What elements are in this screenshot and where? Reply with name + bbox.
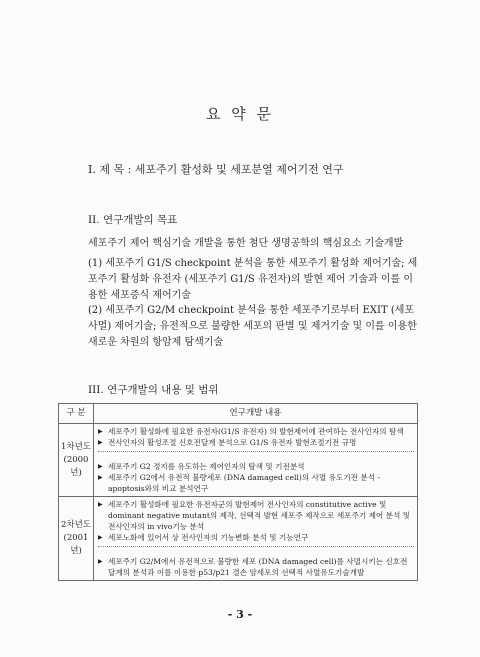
item-text: 세포주기 활성화에 필요한 유전자(G1/S 유전자) 의 발현제어에 관여하는 전사인자의 탐색 — [108, 427, 404, 436]
bullet-icon: ▶ — [98, 463, 103, 470]
page-number: - 3 - — [227, 608, 253, 621]
item-text: 세포주기 G2에서 유전적 불량세포 (DNA damaged cell)의 사멸 유도기전 분석 - apoptosis와의 비교 분석연구 — [108, 473, 381, 493]
bullet-icon: ▶ — [98, 439, 103, 446]
bullet-icon: ▶ — [98, 501, 103, 508]
bullet-icon: ▶ — [98, 558, 103, 565]
content-cell — [94, 497, 418, 581]
section-2-goal-1: (1) 세포주기 G1/S checkpoint 분석을 통한 세포주기 활성화 제어기술; 세포주기 활성화 유전자 (세포주기 G1/S 유전자)의 발현 제어 기술과 이를 이용한 세포증식 제어기술 — [88, 258, 418, 301]
section-1-title: 세포주기 활성화 및 세포분열 제어기전 연구 — [134, 163, 344, 176]
section-2-intro: 세포주기 제어 핵심기술 개발을 통한 첨단 생명공학의 핵심요소 기술개발 — [88, 238, 404, 249]
header-period: 구 분 — [59, 404, 94, 424]
section-3-heading: III. 연구개발의 내용 및 범위 — [88, 384, 219, 396]
group-divider — [98, 451, 414, 458]
section-1-title-line — [88, 161, 344, 177]
section-2-goal-2: (2) 세포주기 G2/M checkpoint 분석을 통한 세포주기로부터 EXIT (세포사멸) 제어기술; 유전적으로 불량한 세포의 판별 및 제거기술 및 이를 이용한 새로운 차원의 항암제 탐색기술 — [88, 305, 417, 348]
year-date: (2001년) — [63, 533, 89, 556]
item-text: 세포주기 G2 정지를 유도하는 제어인자의 탐색 및 기전분석 — [108, 462, 305, 471]
item-text: 세포노화에 있어서 상 전사인자의 기능변화 분석 및 기능연구 — [108, 533, 309, 542]
bullet-icon: ▶ — [98, 474, 103, 481]
list-item — [98, 437, 414, 448]
list-item — [98, 556, 414, 578]
table-row — [59, 424, 418, 497]
section-2-heading: II. 연구개발의 목표 — [88, 214, 178, 226]
year-label: 1차년도 — [60, 441, 92, 452]
list-item — [98, 461, 414, 472]
bullet-icon: ▶ — [98, 534, 103, 541]
table-row — [59, 497, 418, 581]
table-header-row — [59, 404, 418, 424]
group-divider — [98, 546, 414, 553]
item-text: 세포주기 활성화에 필요한 유전자군의 발현제어 전사인자의 constitutive active 및 dominant negative mutant의 제작, 선택적 발현 세포주 제작으로 세포주기 제어 분석 및 전사인자의 in vivo기능 분석 — [108, 500, 411, 531]
bullet-icon: ▶ — [98, 428, 103, 435]
list-item — [98, 426, 414, 437]
year-cell — [59, 497, 94, 581]
section-1-label: I. 제 목 : — [88, 163, 132, 176]
header-content: 연구개발 내용 — [94, 404, 418, 424]
list-item — [98, 532, 414, 543]
content-cell — [94, 424, 418, 497]
research-plan-table — [58, 403, 418, 581]
list-item — [98, 472, 414, 494]
year-label: 2차년도 — [60, 520, 92, 530]
list-item — [98, 499, 414, 532]
item-text: 전사인자의 활성조절 신호전달계 분석으로 G1/S 유전자 발현조절기전 규명 — [108, 438, 357, 447]
year-date: (2000년) — [63, 454, 89, 478]
year-cell — [59, 424, 94, 497]
summary-title: 요 약 문 — [205, 105, 274, 123]
item-text: 세포주기 G2/M에서 유전적으로 불량한 세포 (DNA damaged cell)를 사멸시키는 신호전달계의 분석과 이를 이용한 p53/p21 결손 암세포의 선택적 사멸유도기술개발 — [108, 557, 408, 577]
